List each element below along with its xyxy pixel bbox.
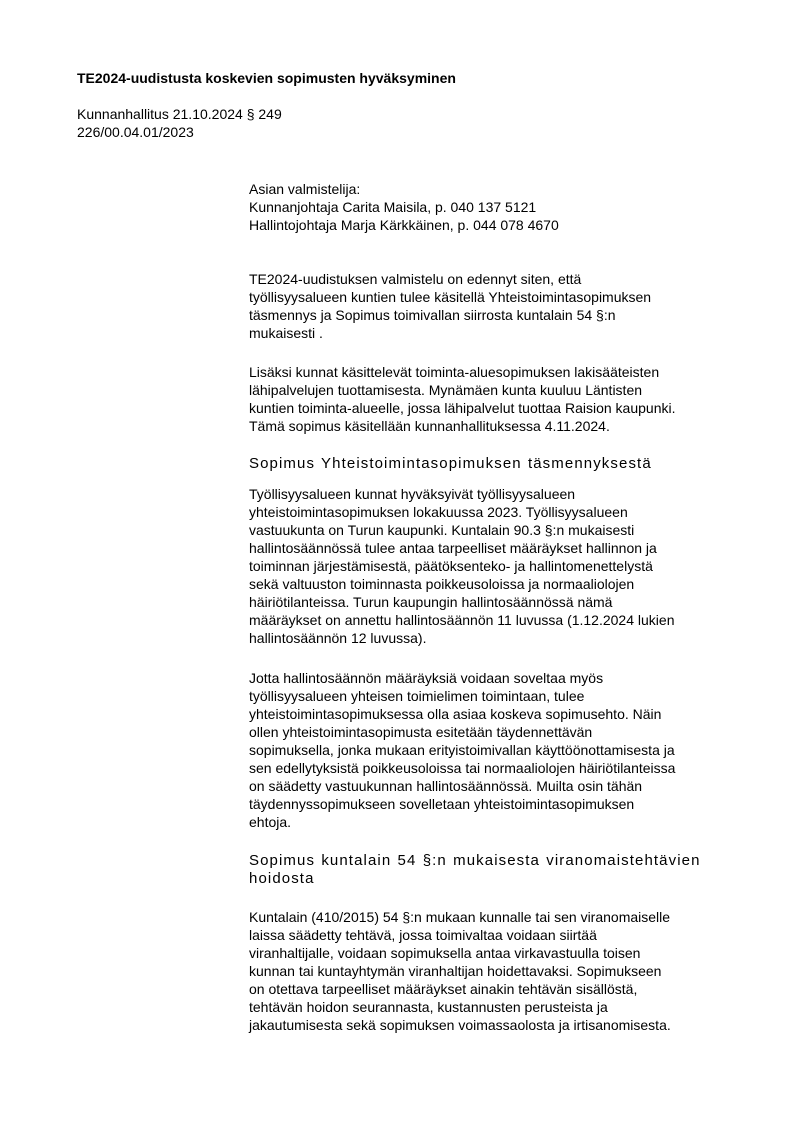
text-line: sopimuksella, jonka mukaan erityistoimivallan käyttöönottamisesta ja [249, 742, 675, 758]
text-line: työllisyysalueen yhteisen toimielimen toimintaan, tulee [249, 688, 585, 704]
text-line: ollen yhteistoimintasopimusta esitetään täydennettävän [249, 724, 593, 740]
intro-paragraph-1 [249, 270, 749, 342]
paragraph-4 [249, 669, 749, 831]
meeting-line: Kunnanhallitus 21.10.2024 § 249 [77, 106, 282, 122]
heading-line: hoidosta [249, 870, 315, 887]
text-line: sen edellytyksistä poikkeusoloissa tai normaaliolojen häiriötilanteissa [249, 760, 676, 776]
text-line: on säädetty vastuukunnan hallintosäännössä. Muilta osin tähän [249, 778, 643, 794]
text-line: yhteistoimintasopimuksessa olla asiaa koskeva sopimusehto. Näin [249, 706, 662, 722]
text-line: hallintosäännön 12 luvussa). [249, 630, 427, 646]
preparer-line: Kunnanjohtaja Carita Maisila, p. 040 137 5121 [249, 199, 537, 215]
text-line: TE2024-uudistuksen valmistelu on edennyt siten, että [249, 271, 582, 287]
intro-paragraph-2 [249, 363, 749, 435]
preparer-label: Asian valmistelija: [249, 181, 361, 197]
text-line: tehtävän hoidon seurannasta, kustannusten perusteista ja [249, 999, 608, 1015]
text-line: hallintosäännössä tulee antaa tarpeelliset määräykset hallinnon ja [249, 540, 657, 556]
text-line: Työllisyysalueen kunnat hyväksyivät työllisyysalueen [249, 486, 576, 502]
text-line: määräykset on annettu hallintosäännön 11 luvussa (1.12.2024 lukien [249, 612, 675, 628]
record-number: 226/00.04.01/2023 [77, 124, 194, 140]
text-line: ehtoja. [249, 814, 292, 830]
text-line: Jotta hallintosäännön määräyksiä voidaan soveltaa myös [249, 670, 604, 686]
text-line: sekä valtuuston toiminnasta poikkeusoloissa ja normaaliolojen [249, 576, 635, 592]
section-heading-1 [249, 455, 749, 473]
text-line: vastuukunta on Turun kaupunki. Kuntalain 90.3 §:n mukaisesti [249, 522, 635, 538]
text-line: mukaisesti . [249, 325, 323, 341]
text-line: on otettava tarpeelliset määräykset ainakin tehtävän sisällöstä, [249, 981, 638, 997]
text-line: Tämä sopimus käsitellään kunnanhallituksessa 4.11.2024. [249, 418, 610, 434]
preparer-block [249, 180, 749, 234]
text-line: lähipalvelujen tuottamisesta. Mynämäen kunta kuuluu Läntisten [249, 382, 643, 398]
section-heading-2 [249, 852, 749, 888]
text-line: täydennyssopimukseen sovelletaan yhteistoimintasopimuksen [249, 796, 635, 812]
text-line: yhteistoimintasopimuksen lokakuussa 2023. Työllisyysalueen [249, 504, 628, 520]
preparer-line: Hallintojohtaja Marja Kärkkäinen, p. 044 078 4670 [249, 217, 559, 233]
text-line: Kuntalain (410/2015) 54 §:n mukaan kunnalle tai sen viranomaiselle [249, 909, 671, 925]
text-line: laissa säädetty tehtävä, jossa toimivaltaa voidaan siirtää [249, 927, 597, 943]
document-title: TE2024-uudistusta koskevien sopimusten hyväksyminen [77, 70, 456, 86]
heading-line: Sopimus kuntalain 54 §:n mukaisesta viranomaistehtävien [249, 852, 701, 869]
text-line: täsmennys ja Sopimus toimivallan siirrosta kuntalain 54 §:n [249, 307, 616, 323]
paragraph-5 [249, 908, 749, 1034]
text-line: häiriötilanteissa. Turun kaupungin hallintosäännössä nämä [249, 594, 613, 610]
text-line: Lisäksi kunnat käsittelevät toiminta-aluesopimuksen lakisääteisten [249, 364, 660, 380]
heading-line: Sopimus Yhteistoimintasopimuksen täsmennyksestä [249, 455, 652, 472]
meeting-reference [77, 105, 282, 141]
text-line: työllisyysalueen kuntien tulee käsitellä Yhteistoimintasopimuksen [249, 289, 652, 305]
text-line: viranhaltijalle, voidaan sopimuksella antaa virkavastuulla toisen [249, 945, 641, 961]
text-line: kunnan tai kuntayhtymän viranhaltijan hoidettavaksi. Sopimukseen [249, 963, 662, 979]
text-line: jakautumisesta sekä sopimuksen voimassaolosta ja irtisanomisesta. [249, 1017, 671, 1033]
text-line: toiminnan järjestämisestä, päätöksenteko- ja hallintomenettelystä [249, 558, 653, 574]
text-line: kuntien toiminta-alueelle, jossa lähipalvelut tuottaa Raision kaupunki. [249, 400, 676, 416]
paragraph-3 [249, 485, 749, 647]
